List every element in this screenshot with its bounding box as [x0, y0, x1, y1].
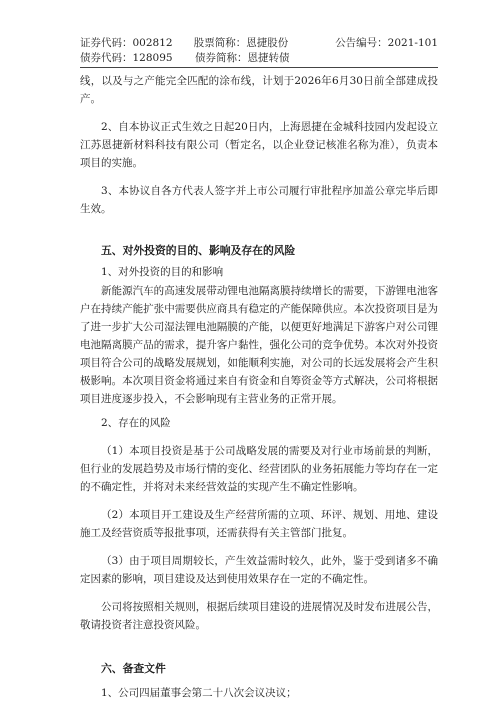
subsection-heading: 2、存在的风险 — [101, 417, 171, 429]
notice-number: 公告编号：2021-101 — [335, 37, 438, 49]
stock-name: 股票简称：恩捷股份 — [193, 37, 289, 49]
document-body — [80, 70, 438, 702]
paragraph: 新能源汽车的高速发展带动锂电池隔离膜持续增长的需要，下游锂电池客户在持续产能扩张中需要供应商具有稳定的产能保障供应。本次投资项目是为了进一步扩大公司湿法锂电池隔膜的产能，以便更好地满足下游客户对公司锂电池隔离膜产品的需求，提升客户黏性，强化公司的竞争优势。本次对外投资项目符合公司的战略发展规划，如能顺利实施，对公司的长远发展将会产生积极影响。本次项目资金将通过来自有资金和自筹资金等方式解决，公司将根据项目进度逐步投入，不会影响现有主营业务的正常开展。 — [80, 285, 438, 405]
paragraph: 公司将按照相关规则，根据后续项目建设的进展情况及时发布进展公告，敬请投资者注意投资风险。 — [80, 601, 438, 631]
announcement-header — [80, 36, 438, 66]
bond-name: 债券简称：恩捷转债 — [195, 52, 290, 64]
bond-code: 债券代码：128095 — [80, 52, 173, 64]
section-heading-5: 五、对外投资的目的、影响及存在的风险 — [101, 244, 296, 257]
paragraph: 2、自本协议正式生效之日起20日内，上海恩捷在金城科技园内发起设立江苏恩捷新材料科技有限公司（暂定名，以企业登记核准名称为准），负责本项目的实施。 — [80, 121, 438, 169]
paragraph: （2）本项目开工建设及生产经营所需的立项、环评、规划、用地、建设施工及经营资质等报批事项，还需获得有关主管部门批复。 — [80, 509, 438, 539]
header-row-stock — [80, 36, 438, 51]
paragraph: 线，以及与之产能完全匹配的涂布线，计划于2026年6月30日前全部建成投产。 — [80, 75, 438, 105]
paragraph: 3、本协议自各方代表人签字并上市公司履行审批程序加盖公章完毕后即生效。 — [80, 185, 438, 215]
subsection-heading: 1、对外投资的目的和影响 — [101, 266, 224, 278]
header-row-bond — [80, 51, 438, 66]
section-heading-6: 六、备查文件 — [101, 662, 166, 675]
stock-code: 证券代码：002812 — [80, 37, 173, 49]
paragraph: （1）本项目投资是基于公司战略发展的需要及对行业市场前景的判断，但行业的发展趋势及市场行情的变化、经营团队的业务拓展能力等均存在一定的不确定性，并将对未来经营效益的实现产生不确定性影响。 — [80, 445, 438, 493]
header-divider — [80, 67, 438, 68]
paragraph: （3）由于项目周期较长，产生效益需时较久，此外，鉴于受到诸多不确定因素的影响，项目建设及达到使用效果存在一定的不确定性。 — [80, 555, 438, 585]
paragraph: 1、公司四届董事会第二十八次会议决议； — [101, 687, 297, 699]
